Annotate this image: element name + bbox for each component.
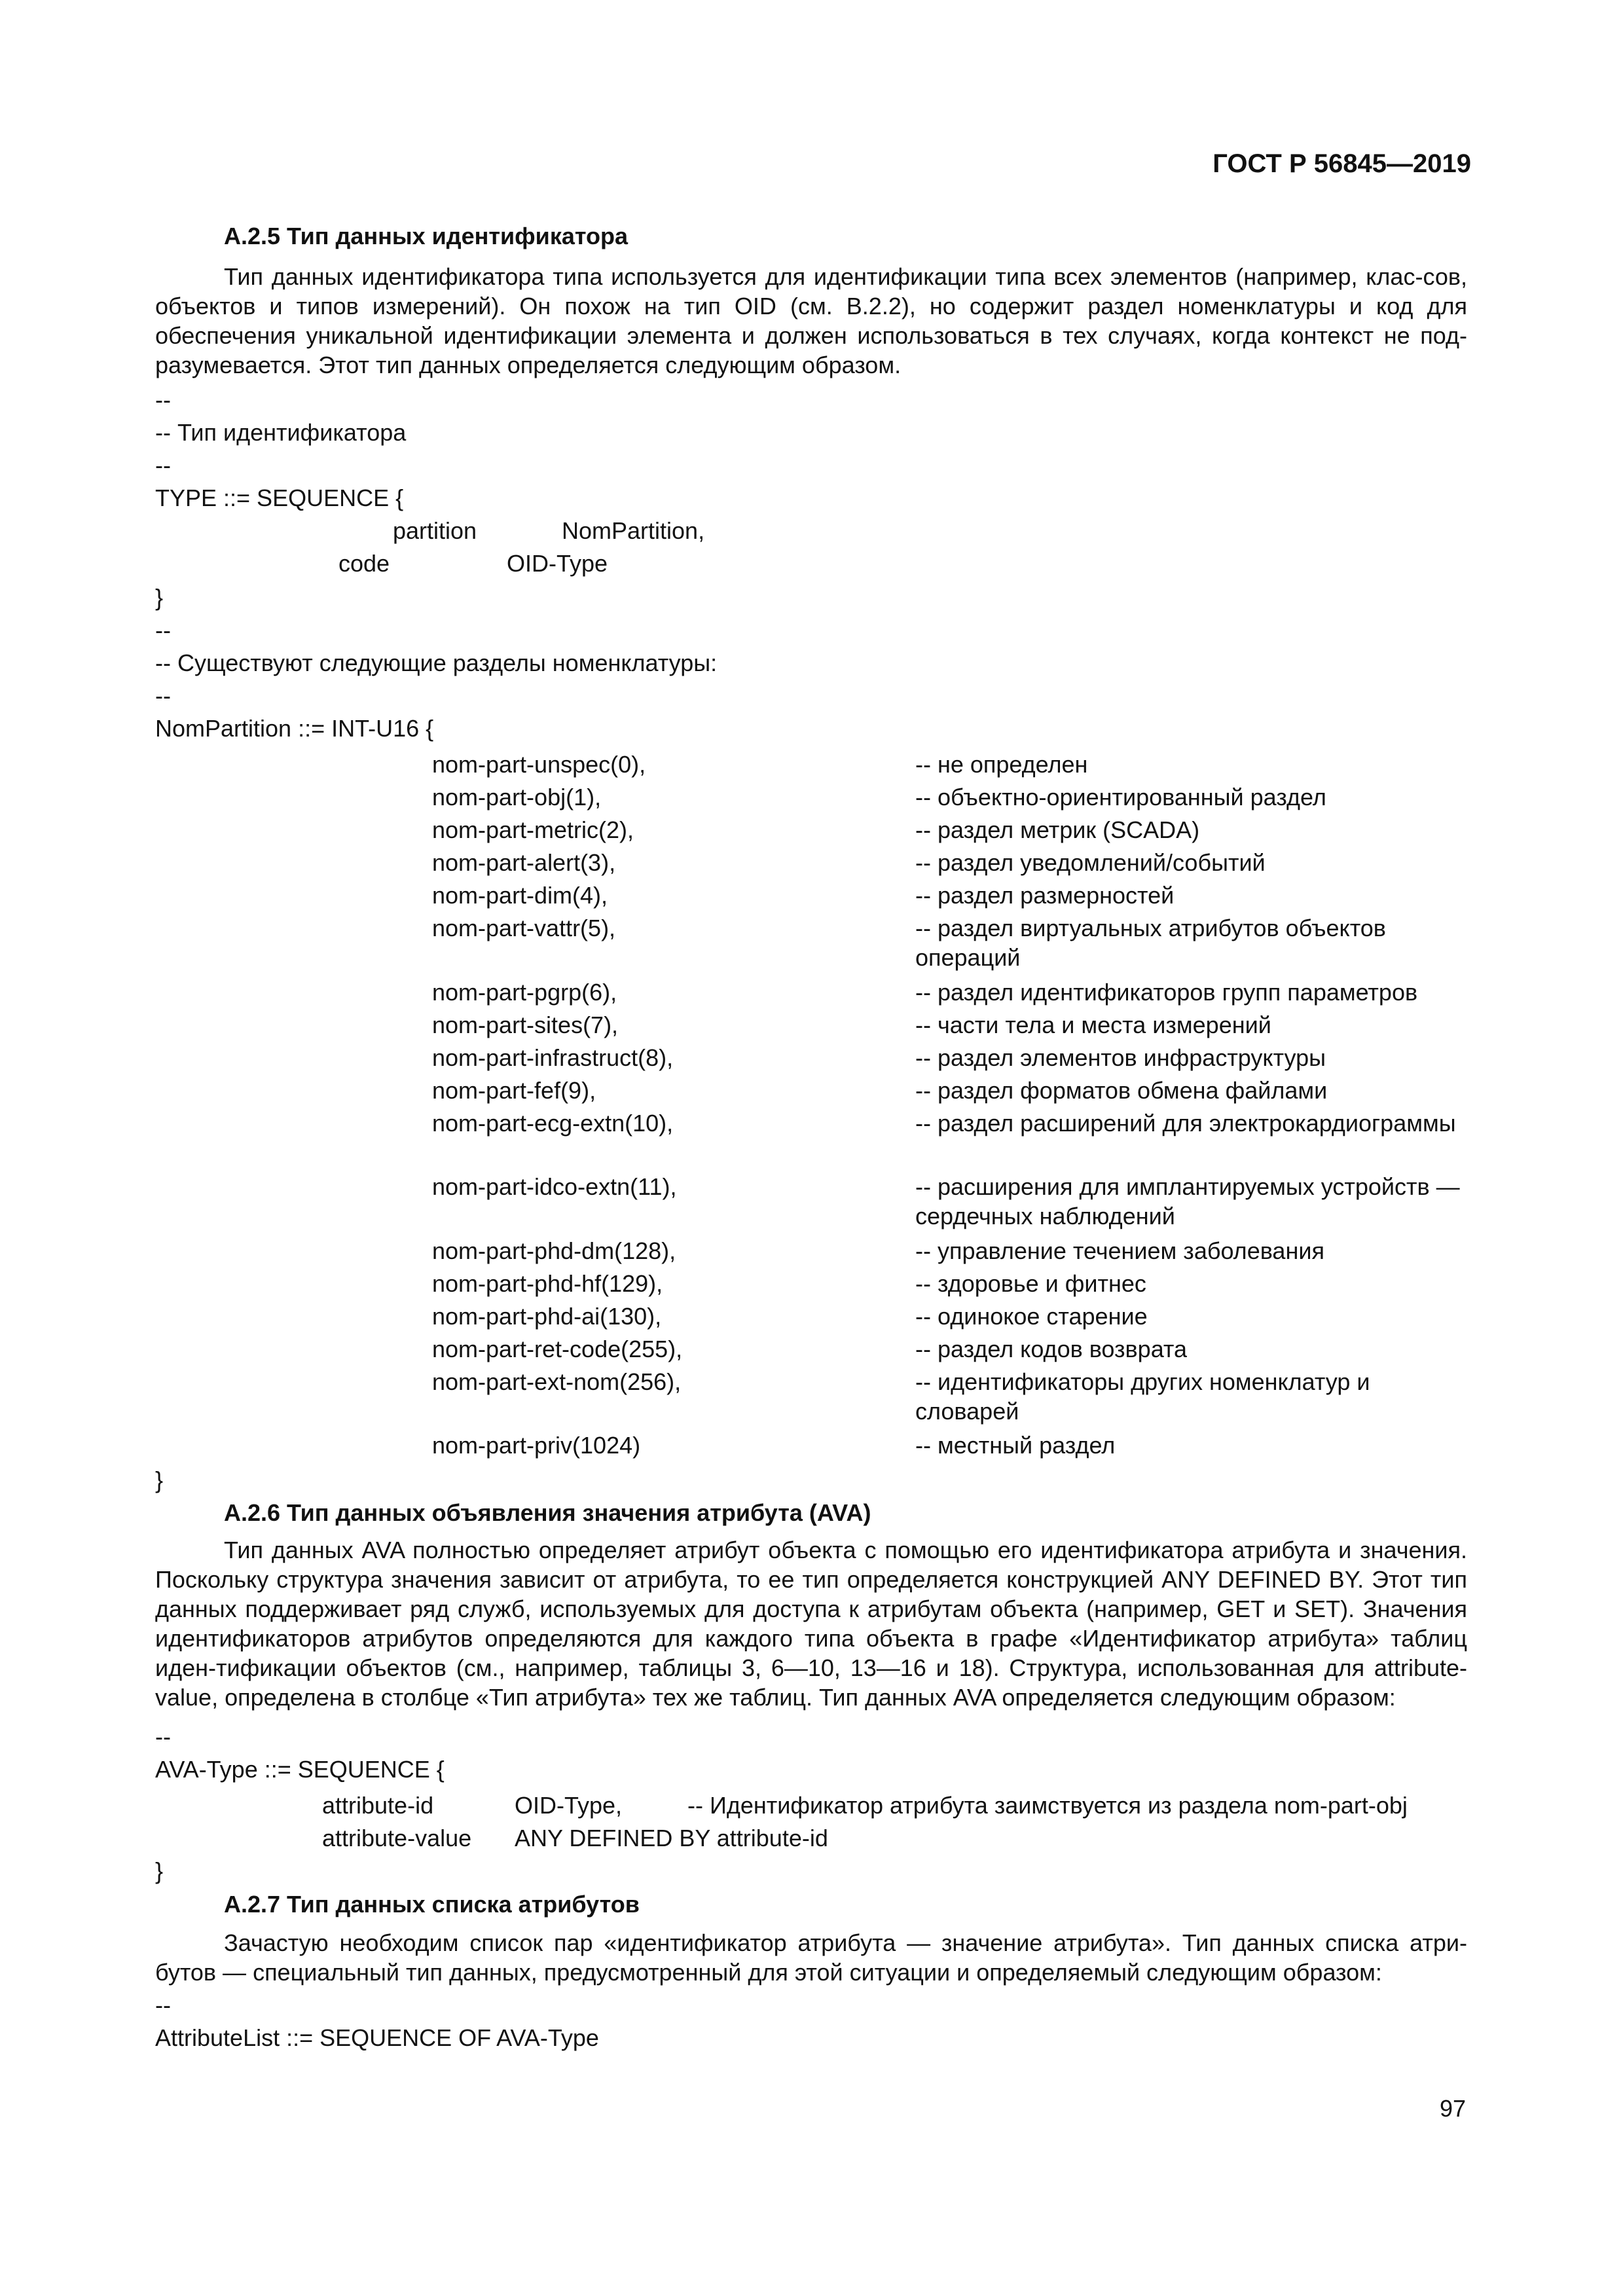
code-type-declaration: NomPartition ::= INT-U16 {	[155, 715, 434, 742]
nom-entry-comment: -- раздел кодов возврата	[915, 1336, 1188, 1362]
nom-entry-comment: -- части тела и места измерений	[915, 1011, 1271, 1038]
nom-entry-id: nom-part-pgrp(6),	[432, 979, 617, 1006]
code-field-name: partition	[393, 517, 477, 544]
code-field-comment: -- Идентификатор атрибута заимствуется из раздела nom-part-obj	[687, 1792, 1408, 1819]
code-field-name: code	[338, 550, 390, 577]
nom-entry-comment: -- раздел форматов обмена файлами	[915, 1077, 1328, 1104]
section-heading-a27: А.2.7 Тип данных списка атрибутов	[224, 1891, 640, 1918]
nom-entry-id: nom-part-phd-dm(128),	[432, 1237, 676, 1264]
nom-entry-id: nom-part-ecg-extn(10),	[432, 1110, 674, 1137]
nom-entry-id: nom-part-alert(3),	[432, 849, 616, 876]
code-brace: }	[155, 1857, 164, 1884]
code-comment: --	[155, 682, 171, 709]
code-field-type: OID-Type,	[515, 1792, 623, 1819]
code-comment: --	[155, 1992, 171, 2018]
section-paragraph-a26: Тип данных AVA полностью определяет атрибут объекта с помощью его идентификатора атрибута и значения. Поскольку структура значения зависит от атрибута, то ее тип определяется конструкцией ANY DEFINED BY. Этот тип данных поддерживает ряд служб, используемых для доступа к атрибутам объекта (например, GET и SET). Значения идентификаторов атрибутов определяются для каждого типа объекта в графе «Идентификатор атрибута» таблиц иден-тификации объектов (см., например, таблицы 3, 6—10, 13—16 и 18). Структура, использованная для attribute-value, определена в столбце «Тип атрибута» тех же таблиц. Тип данных AVA определяется следующим образом:	[155, 1537, 1467, 1711]
code-type-declaration: TYPE ::= SEQUENCE {	[155, 484, 404, 511]
nom-entry-id: nom-part-dim(4),	[432, 882, 608, 909]
nom-entry-id: nom-part-fef(9),	[432, 1077, 596, 1104]
code-field-type: ANY DEFINED BY attribute-id	[515, 1825, 828, 1851]
nom-entry-id: nom-part-obj(1),	[432, 784, 602, 811]
nom-entry-id: nom-part-ret-code(255),	[432, 1336, 683, 1362]
nom-entry-id: nom-part-idco-extn(11),	[432, 1173, 677, 1200]
code-field-name: attribute-value	[322, 1825, 472, 1851]
nom-entry-comment: -- объектно-ориентированный раздел	[915, 784, 1326, 811]
nom-entry-comment: -- здоровье и фитнес	[915, 1270, 1146, 1297]
nom-entry-id: nom-part-phd-hf(129),	[432, 1270, 663, 1297]
nom-entry-comment: -- идентификаторы других номенклатур и словарей	[915, 1368, 1370, 1425]
nom-entry-id: nom-part-ext-nom(256),	[432, 1368, 682, 1395]
nom-entry-id: nom-part-metric(2),	[432, 816, 634, 843]
nom-entry-id: nom-part-sites(7),	[432, 1011, 619, 1038]
nom-entry-comment: -- не определен	[915, 751, 1088, 778]
nom-entry-comment: -- раздел идентификаторов групп параметров	[915, 979, 1418, 1006]
page-number: 97	[1439, 2095, 1466, 2122]
code-brace: }	[155, 1467, 164, 1493]
code-comment: -- Тип идентификатора	[155, 419, 407, 446]
nom-entry-comment: -- одинокое старение	[915, 1303, 1148, 1330]
section-paragraph-a25: Тип данных идентификатора типа используется для идентификации типа всех элементов (например, клас-сов, объектов и типов измерений). Он похож на тип OID (см. В.2.2), но содержит раздел номенклатуры и код для обеспечения уникальной идентификации элемента и должен использоваться в тех случаях, когда контекст не под-разумевается. Этот тип данных определяется следующим образом.	[155, 263, 1467, 378]
section-heading-a26: А.2.6 Тип данных объявления значения атрибута (AVA)	[224, 1499, 871, 1526]
nom-entry-comment: -- раздел уведомлений/событий	[915, 849, 1266, 876]
code-comment: --	[155, 617, 171, 644]
nom-entry-id: nom-part-priv(1024)	[432, 1432, 641, 1459]
document-header: ГОСТ Р 56845—2019	[1213, 149, 1471, 178]
nom-entry-id: nom-part-infrastruct(8),	[432, 1044, 674, 1071]
nom-entry-comment: -- управление течением заболевания	[915, 1237, 1324, 1264]
code-type-declaration: AVA-Type ::= SEQUENCE {	[155, 1756, 445, 1783]
nom-entry-comment: -- раздел расширений для электрокардиограммы	[915, 1110, 1456, 1137]
nom-entry-comment: -- раздел размерностей	[915, 882, 1175, 909]
code-comment: --	[155, 1723, 171, 1750]
code-field-type: NomPartition,	[562, 517, 705, 544]
nom-entry-comment: -- раздел виртуальных атрибутов объектов операций	[915, 915, 1386, 971]
code-type-declaration: AttributeList ::= SEQUENCE OF AVA-Type	[155, 2024, 599, 2051]
nom-entry-id: nom-part-vattr(5),	[432, 915, 616, 941]
nom-entry-comment: -- раздел элементов инфраструктуры	[915, 1044, 1326, 1071]
nom-entry-id: nom-part-phd-ai(130),	[432, 1303, 662, 1330]
code-field-name: attribute-id	[322, 1792, 434, 1819]
section-paragraph-a27: Зачастую необходим список пар «идентификатор атрибута — значение атрибута». Тип данных списка атри-бутов — специальный тип данных, предусмотренный для этой ситуации и определяемый следующим образом:	[155, 1929, 1467, 1986]
code-field-type: OID-Type	[507, 550, 608, 577]
code-brace: }	[155, 584, 164, 611]
code-comment: --	[155, 452, 171, 479]
nom-entry-id: nom-part-unspec(0),	[432, 751, 646, 778]
nom-entry-comment: -- местный раздел	[915, 1432, 1116, 1459]
code-comment: --	[155, 386, 171, 413]
code-comment: -- Существуют следующие разделы номенклатуры:	[155, 649, 718, 676]
nom-entry-comment: -- раздел метрик (SCADA)	[915, 816, 1200, 843]
section-heading-a25: А.2.5 Тип данных идентификатора	[224, 223, 629, 249]
nom-entry-comment: -- расширения для имплантируемых устройств — сердечных наблюдений	[915, 1173, 1460, 1230]
